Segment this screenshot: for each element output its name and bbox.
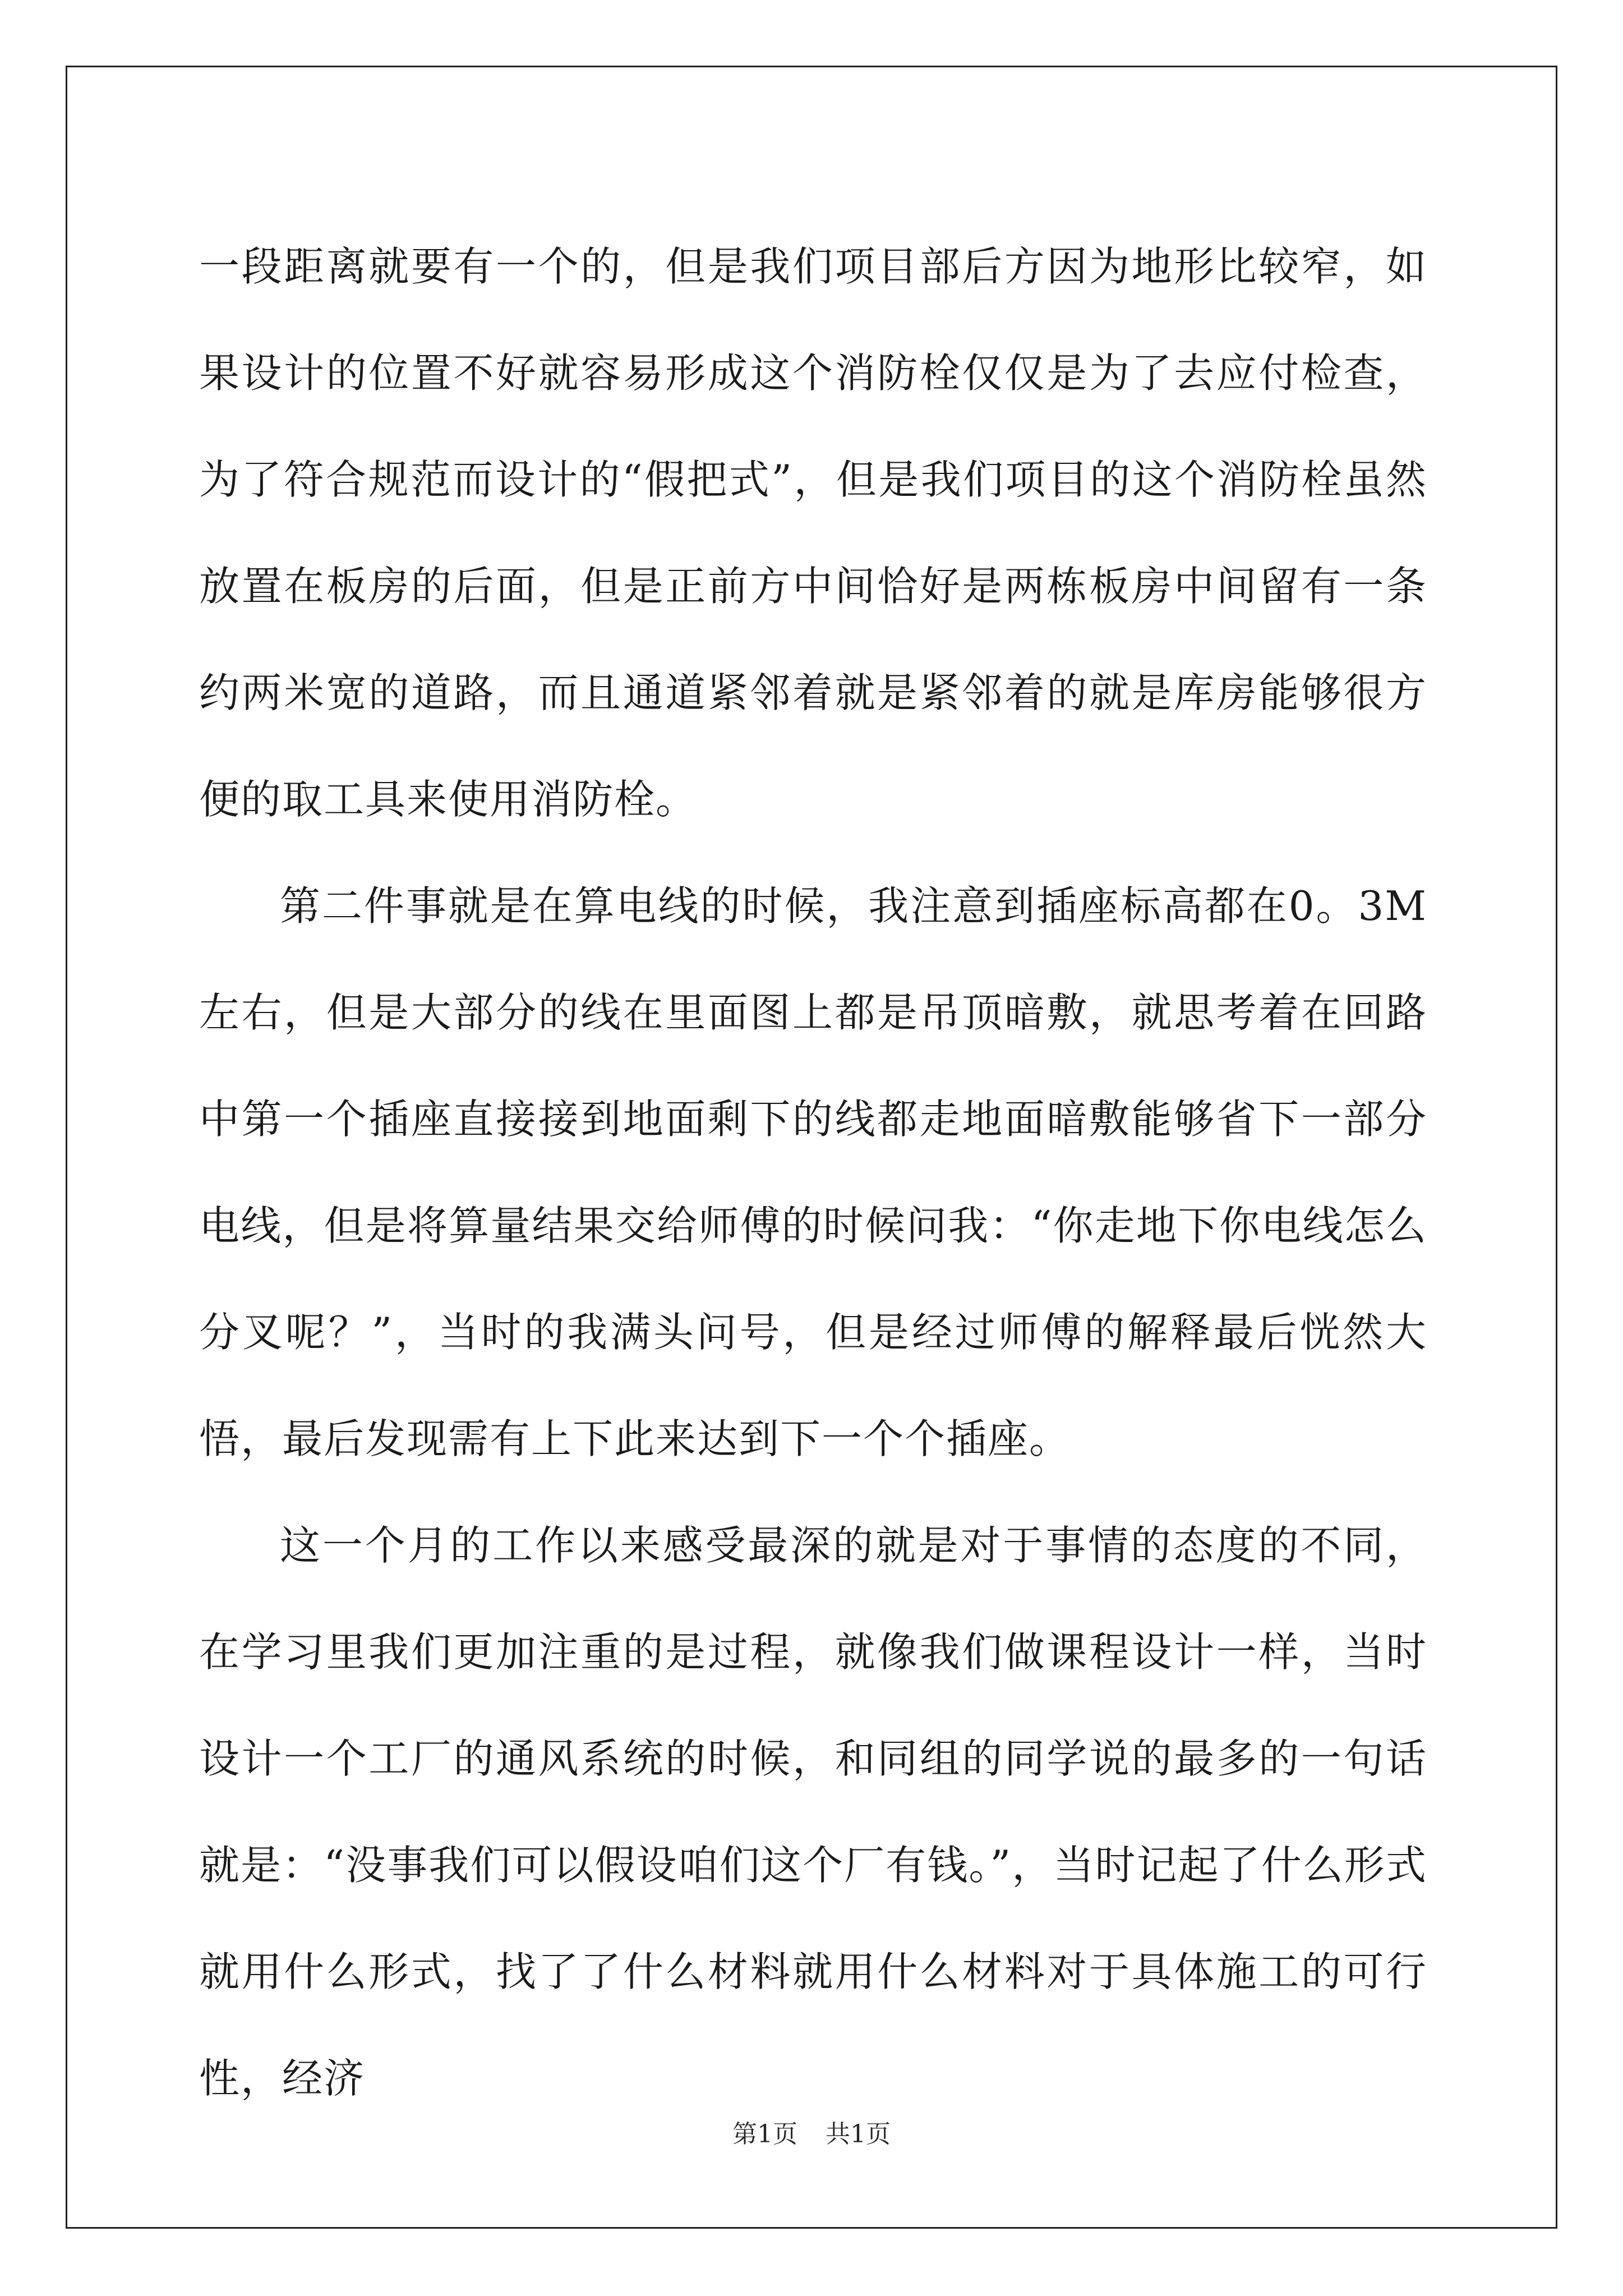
page-number: 第1页 — [732, 2120, 797, 2148]
paragraph-3: 这一个月的工作以来感受最深的就是对于事情的态度的不同，在学习里我们更加注重的是过程，就像我们做课程设计一样，当时设计一个工厂的通风系统的时候，和同组的同学说的最多的一句话就是：“没事我们可以假设咱们这个厂有钱。”，当时记起了什么形式就用什么形式，找了了什么材料就用什么材料对于具体施工的可行性，经济 — [199, 1522, 1427, 2102]
page-total: 共1页 — [826, 2120, 891, 2148]
paragraph-2: 第二件事就是在算电线的时候，我注意到插座标高都在0。3M左右，但是大部分的线在里面图上都是吊顶暗敷，就思考着在回路中第一个插座直接接到地面剩下的线都走地面暗敷能够省下一部分电线，但是将算量结果交给师傅的时候问我：“你走地下你电线怎么分叉呢？”，当时的我满头问号，但是经过师傅的解释最后恍然大悟，最后发现需有上下此来达到下一个个插座。 — [199, 882, 1427, 1462]
page-footer — [0, 2118, 1623, 2151]
paragraph-1: 一段距离就要有一个的，但是我们项目部后方因为地形比较窄，如果设计的位置不好就容易形成这个消防栓仅仅是为了去应付检查，为了符合规范而设计的“假把式”，但是我们项目的这个消防栓虽然放置在板房的后面，但是正前方中间恰好是两栋板房中间留有一条约两米宽的道路，而且通道紧邻着就是紧邻着的就是库房能够很方便的取工具来使用消防栓。 — [199, 243, 1427, 823]
document-body — [199, 213, 1427, 2132]
